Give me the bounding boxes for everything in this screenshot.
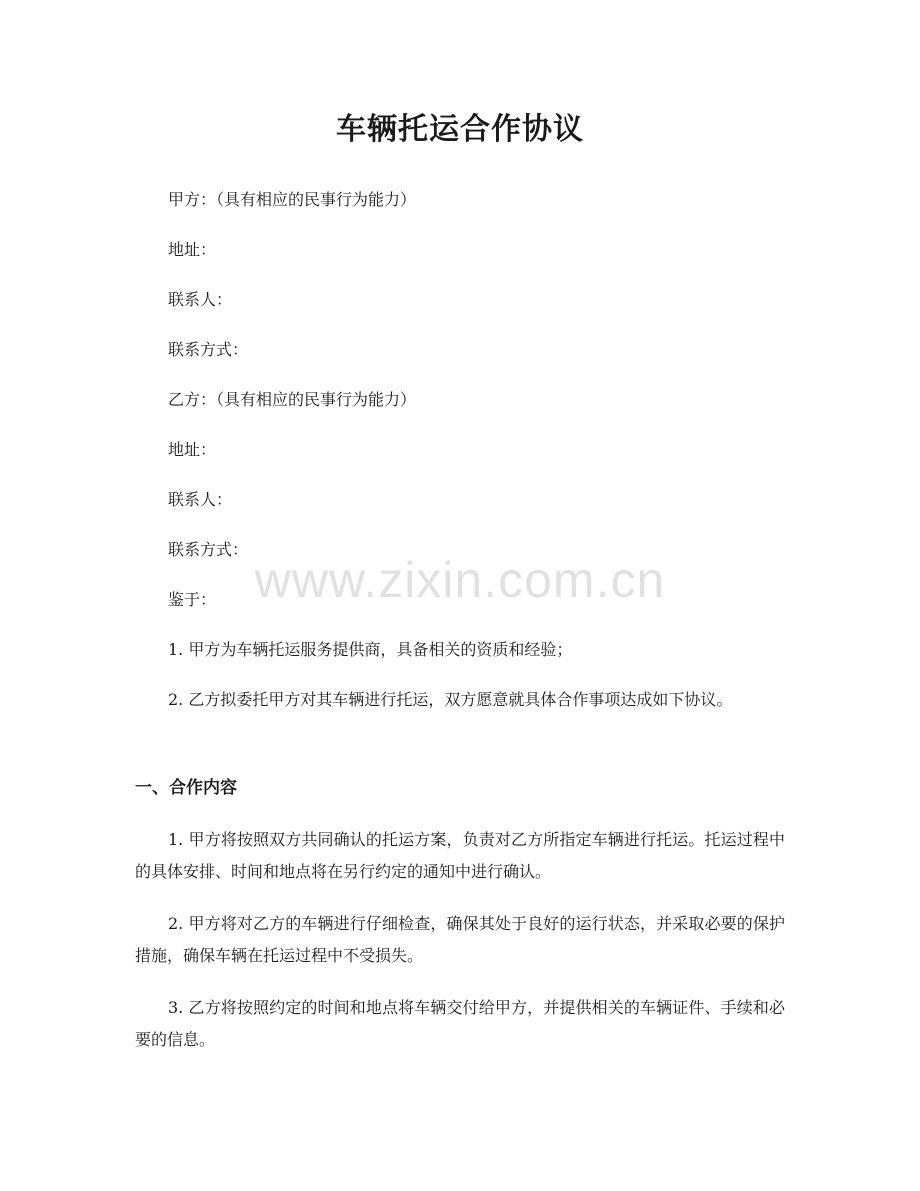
- clause-item: 1. 甲方将按照双方共同确认的托运方案，负责对乙方所指定车辆进行托运。托运过程中的具体安排、时间和地点将在另行约定的通知中进行确认。: [135, 830, 785, 881]
- party-b-contact-person: 联系人：: [168, 490, 233, 509]
- document-title: 车辆托运合作协议: [336, 112, 584, 147]
- party-a-label: 甲方：（具有相应的民事行为能力）: [168, 190, 417, 209]
- party-b-contact-info: 联系方式：: [168, 540, 249, 559]
- recital-item: 2. 乙方拟委托甲方对其车辆进行托运，双方愿意就具体合作事项达成如下协议。: [168, 690, 733, 709]
- watermark-text: www.zixin.com.cn: [254, 552, 666, 608]
- clause-item: 3. 乙方将按照约定的时间和地点将车辆交付给甲方，并提供相关的车辆证件、手续和必要的信息。: [135, 998, 785, 1049]
- recital-item: 1. 甲方为车辆托运服务提供商，具备相关的资质和经验；: [168, 640, 573, 659]
- whereas-label: 鉴于：: [168, 590, 217, 609]
- clause-item: 2. 甲方将对乙方的车辆进行仔细检查，确保其处于良好的运行状态，并采取必要的保护措施，确保车辆在托运过程中不受损失。: [135, 914, 785, 965]
- party-a-contact-info: 联系方式：: [168, 340, 249, 359]
- section-heading: 一、合作内容: [135, 778, 237, 798]
- party-b-address: 地址：: [168, 440, 217, 459]
- party-a-address: 地址：: [168, 240, 217, 259]
- party-b-label: 乙方：（具有相应的民事行为能力）: [168, 390, 417, 409]
- party-a-contact-person: 联系人：: [168, 290, 233, 309]
